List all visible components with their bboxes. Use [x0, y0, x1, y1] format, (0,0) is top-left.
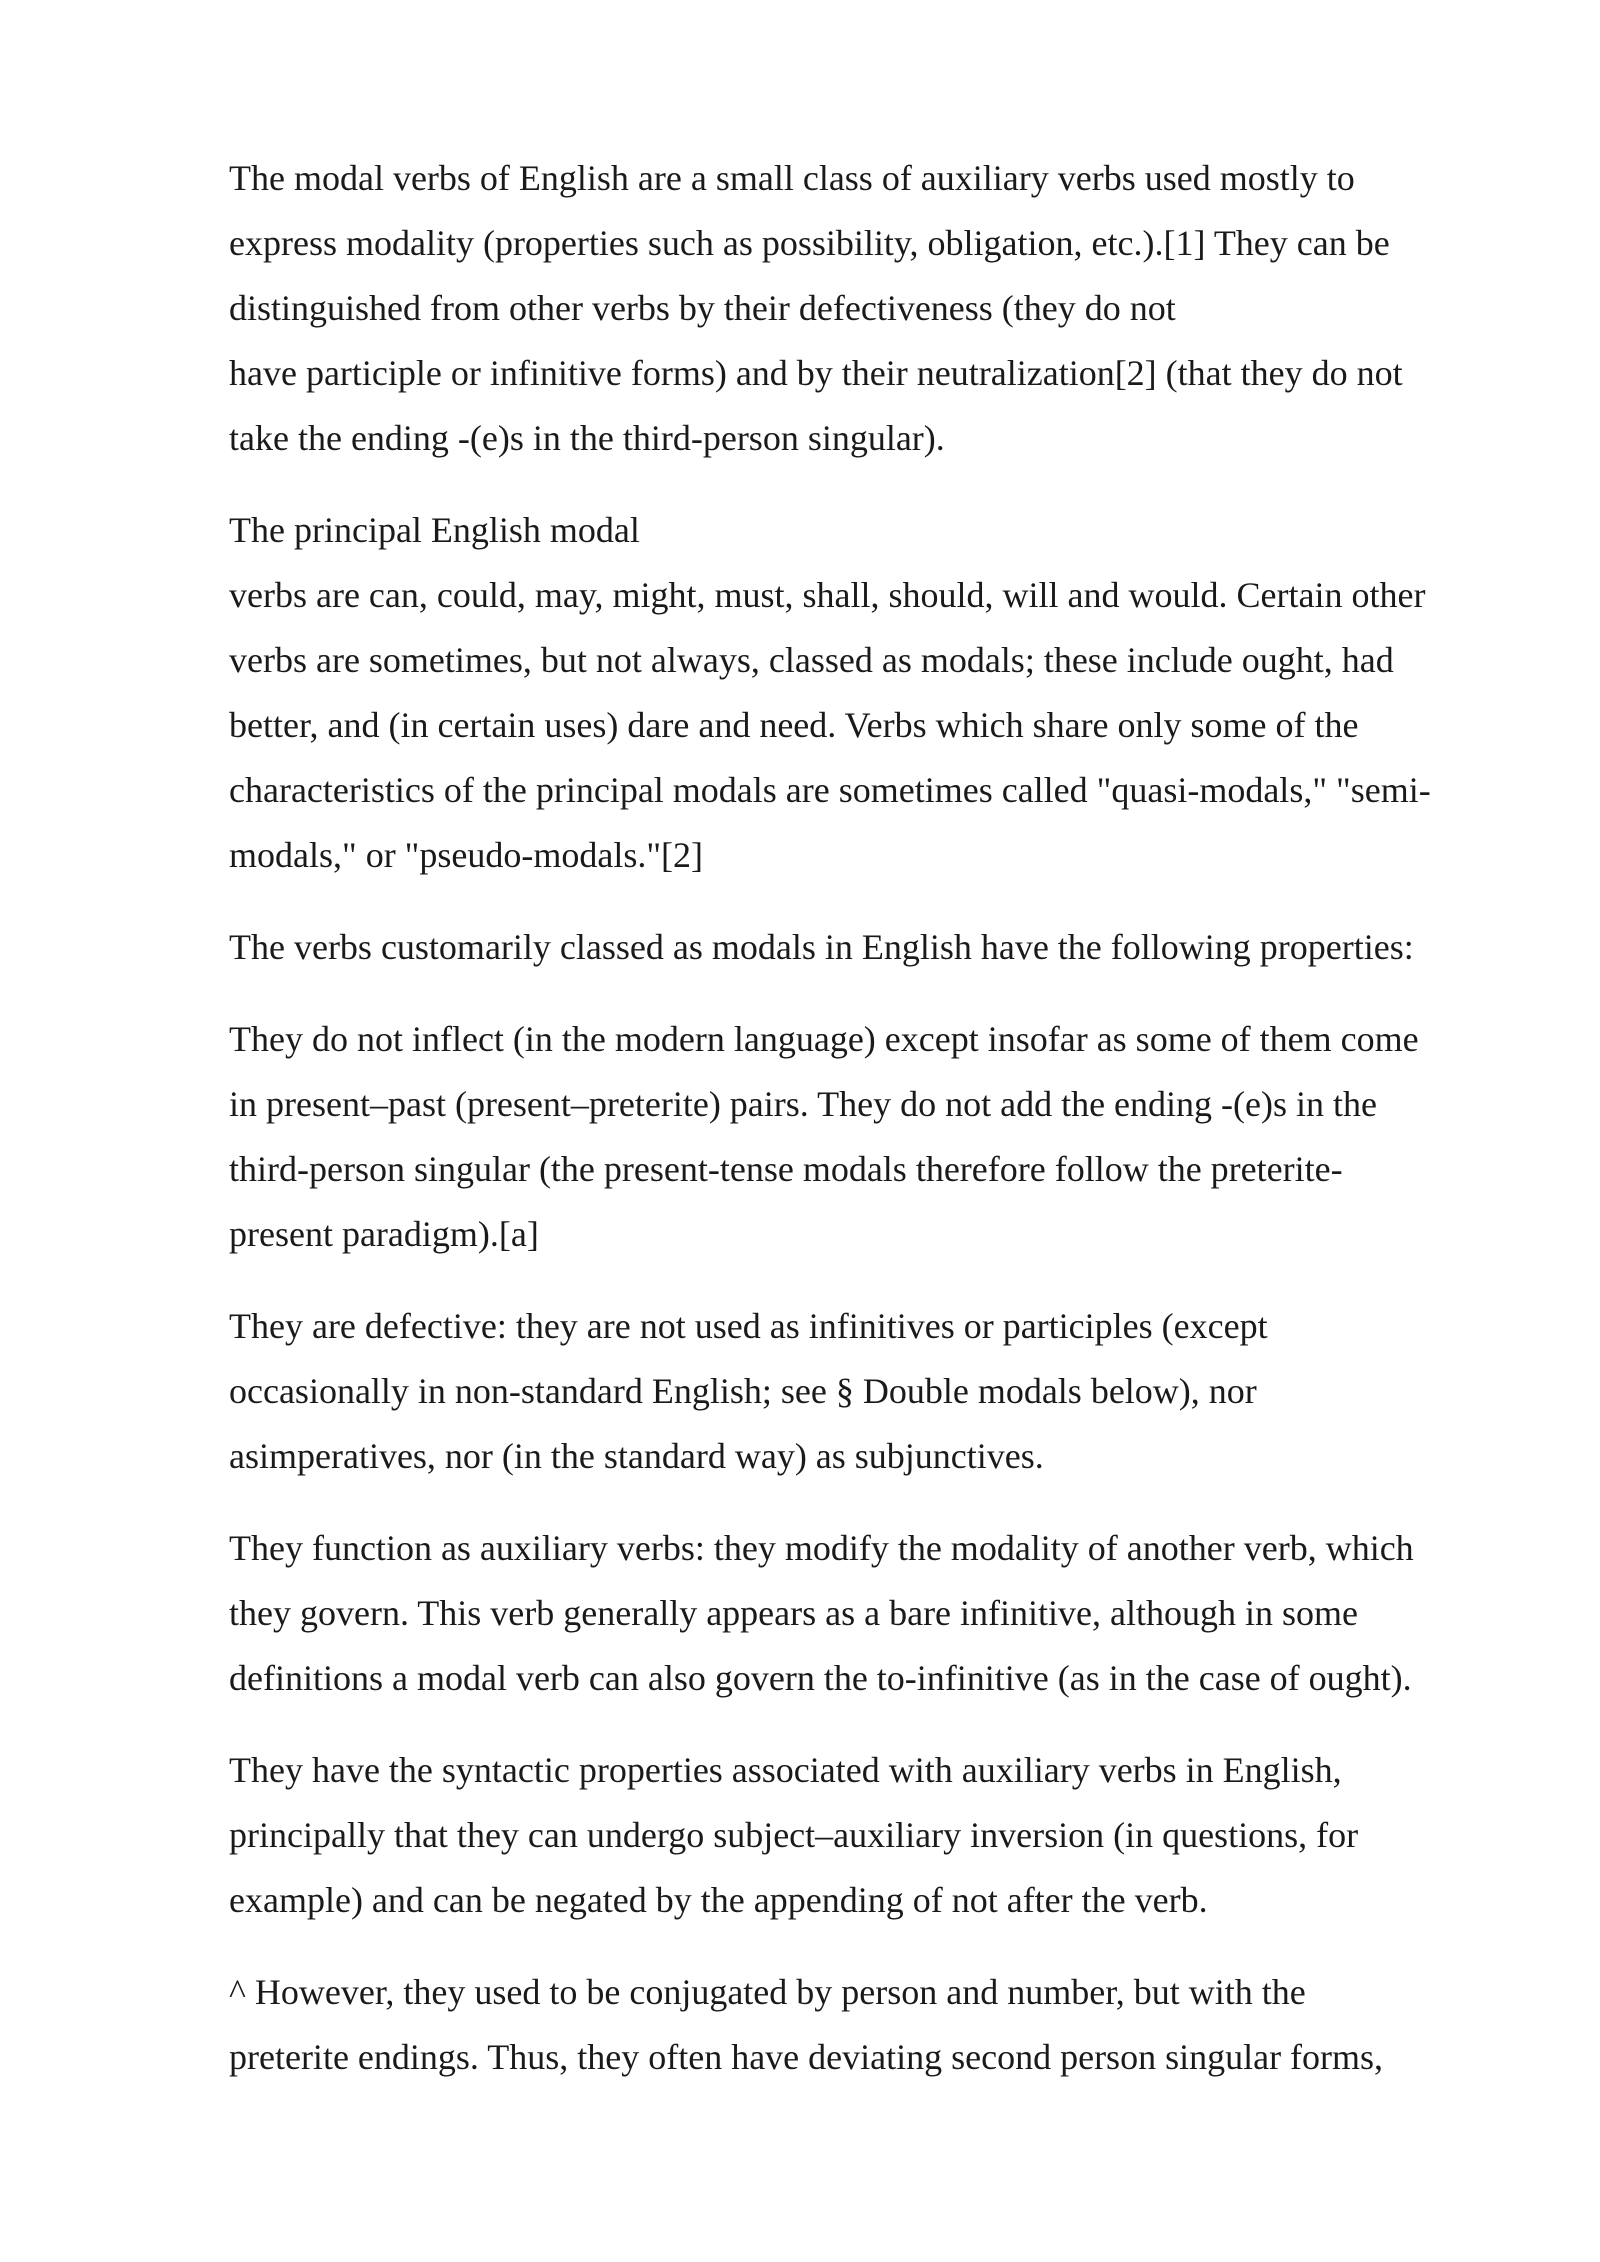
paragraph-auxiliary-function	[229, 1516, 1529, 1711]
text-line: characteristics of the principal modals are sometimes called "quasi-modals," "semi-	[229, 770, 1431, 810]
text-line: they govern. This verb generally appears as a bare infinitive, although in some	[229, 1593, 1358, 1633]
paragraph-syntactic-properties	[229, 1738, 1529, 1933]
paragraph-defective	[229, 1294, 1529, 1489]
document-body	[229, 146, 1529, 2117]
text-line: third-person singular (the present-tense modals therefore follow the preterite-	[229, 1149, 1343, 1189]
paragraph-inflection	[229, 1007, 1529, 1267]
text-line: definitions a modal verb can also govern the to-infinitive (as in the case of ought).	[229, 1658, 1412, 1698]
text-line: distinguished from other verbs by their defectiveness (they do not	[229, 288, 1176, 328]
paragraph-footnote	[229, 1960, 1529, 2090]
text-line: present paradigm).[a]	[229, 1214, 539, 1254]
text-line: occasionally in non-standard English; see § Double modals below), nor	[229, 1371, 1257, 1411]
text-line: They function as auxiliary verbs: they modify the modality of another verb, which	[229, 1528, 1414, 1568]
text-line: preterite endings. Thus, they often have deviating second person singular forms,	[229, 2037, 1384, 2077]
text-line: verbs are sometimes, but not always, classed as modals; these include ought, had	[229, 640, 1394, 680]
text-line: The verbs customarily classed as modals in English have the following properties:	[229, 927, 1414, 967]
text-line: take the ending -(e)s in the third-person singular).	[229, 418, 945, 458]
text-line: asimperatives, nor (in the standard way) as subjunctives.	[229, 1436, 1044, 1476]
text-line: have participle or infinitive forms) and by their neutralization[2] (that they do not	[229, 353, 1403, 393]
text-line: ^ However, they used to be conjugated by person and number, but with the	[229, 1972, 1306, 2012]
text-line: They have the syntactic properties associated with auxiliary verbs in English,	[229, 1750, 1342, 1790]
text-line: They are defective: they are not used as infinitives or participles (except	[229, 1306, 1268, 1346]
paragraph-intro	[229, 146, 1529, 471]
text-line: express modality (properties such as possibility, obligation, etc.).[1] They can be	[229, 223, 1390, 263]
text-line: They do not inflect (in the modern language) except insofar as some of them come	[229, 1019, 1419, 1059]
text-line: verbs are can, could, may, might, must, shall, should, will and would. Certain other	[229, 575, 1426, 615]
text-line: modals," or "pseudo-modals."[2]	[229, 835, 704, 875]
text-line: The modal verbs of English are a small class of auxiliary verbs used mostly to	[229, 158, 1355, 198]
text-line: The principal English modal	[229, 510, 640, 550]
text-line: in present–past (present–preterite) pairs. They do not add the ending -(e)s in the	[229, 1084, 1377, 1124]
paragraph-principal-modals	[229, 498, 1529, 888]
paragraph-properties-intro	[229, 915, 1529, 980]
text-line: better, and (in certain uses) dare and need. Verbs which share only some of the	[229, 705, 1359, 745]
text-line: principally that they can undergo subject–auxiliary inversion (in questions, for	[229, 1815, 1359, 1855]
text-line: example) and can be negated by the appending of not after the verb.	[229, 1880, 1208, 1920]
